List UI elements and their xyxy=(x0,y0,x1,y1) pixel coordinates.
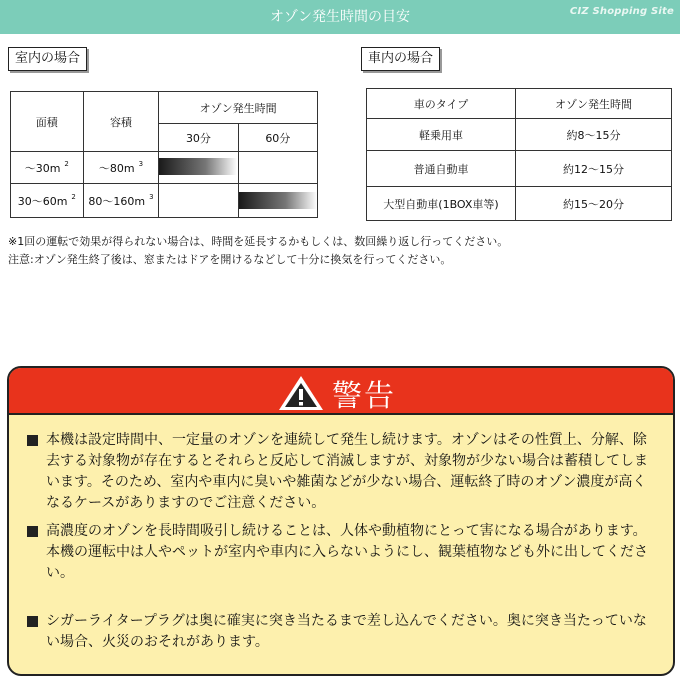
warning-title: 警告 xyxy=(332,379,396,414)
header-car-type: 車のタイプ xyxy=(367,89,516,119)
page-title: オゾン発生時間の目安 xyxy=(270,9,410,25)
header-area: 面積 xyxy=(11,92,84,152)
indoor-section-label: 室内の場合 xyxy=(8,47,87,71)
volume-cell: 80～160m $^3$ xyxy=(83,184,159,218)
table-row xyxy=(11,184,318,218)
warning-triangle-icon xyxy=(277,374,325,412)
car-time-cell: 約12～15分 xyxy=(516,151,672,187)
table-row xyxy=(367,151,672,187)
volume-cell: ～80m $^3$ xyxy=(83,152,159,184)
car-type-cell: 大型自動車(1BOX車等) xyxy=(367,187,516,221)
bullet-square-icon xyxy=(27,616,38,627)
car-time-cell: 約15～20分 xyxy=(516,187,672,221)
header-ozone-time: オゾン発生時間 xyxy=(516,89,672,119)
header-ozone-time: オゾン発生時間 xyxy=(159,92,318,124)
car-section-label: 車内の場合 xyxy=(361,47,440,71)
header-volume: 容積 xyxy=(83,92,159,152)
table-row xyxy=(367,187,672,221)
warning-item: シガーライタープラグは奥に確実に突き当たるまで差し込んでください。奥に突き当たっていない場合、火災のおそれがあります。 xyxy=(27,611,657,653)
car-time-cell: 約8～15分 xyxy=(516,119,672,151)
area-cell: 30～60m $^2$ xyxy=(11,184,84,218)
warning-item: 本機は設定時間中、一定量のオゾンを連続して発生し続けます。オゾンはその性質上、分解、除去する対象物が存在するとそれらと反応して消滅しますが、対象物が少ない場合は蓄積してしまいます。そのため、室内や車内に臭いや雑菌などが少ない場合、運転終了時のオゾン濃度が高くなるケースがありますのでご注意ください。 xyxy=(27,430,657,514)
table-row xyxy=(367,119,672,151)
table-row xyxy=(11,152,318,184)
empty-cell xyxy=(159,184,238,218)
warning-box xyxy=(7,366,675,676)
area-cell: ～30m $^2$ xyxy=(11,152,84,184)
note-repeat: ※1回の運転で効果が得られない場合は、時間を延長するかもしくは、数回繰り返し行ってください。 xyxy=(8,235,509,248)
car-type-cell: 軽乗用車 xyxy=(367,119,516,151)
time-bar-30min xyxy=(159,158,237,175)
bullet-square-icon xyxy=(27,526,38,537)
warning-item: 高濃度のオゾンを長時間吸引し続けることは、人体や動植物にとって害になる場合があります。本機の運転中は人やペットが室内や車内に入らないようにし、観葉植物なども外に出してください。 xyxy=(27,521,657,584)
car-type-cell: 普通自動車 xyxy=(367,151,516,187)
indoor-table xyxy=(10,91,318,218)
empty-cell xyxy=(238,152,317,184)
header-30min: 30分 xyxy=(159,124,238,152)
bar-cell-30 xyxy=(159,152,238,184)
time-bar-60min xyxy=(239,192,317,209)
car-table xyxy=(366,88,672,221)
bar-cell-60 xyxy=(238,184,317,218)
warning-header xyxy=(9,368,673,415)
site-logo: CIZ Shopping Site xyxy=(569,6,674,17)
bullet-square-icon xyxy=(27,435,38,446)
note-ventilate: 注意:オゾン発生終了後は、窓またはドアを開けるなどして十分に換気を行ってください。 xyxy=(8,253,452,266)
header-60min: 60分 xyxy=(238,124,317,152)
